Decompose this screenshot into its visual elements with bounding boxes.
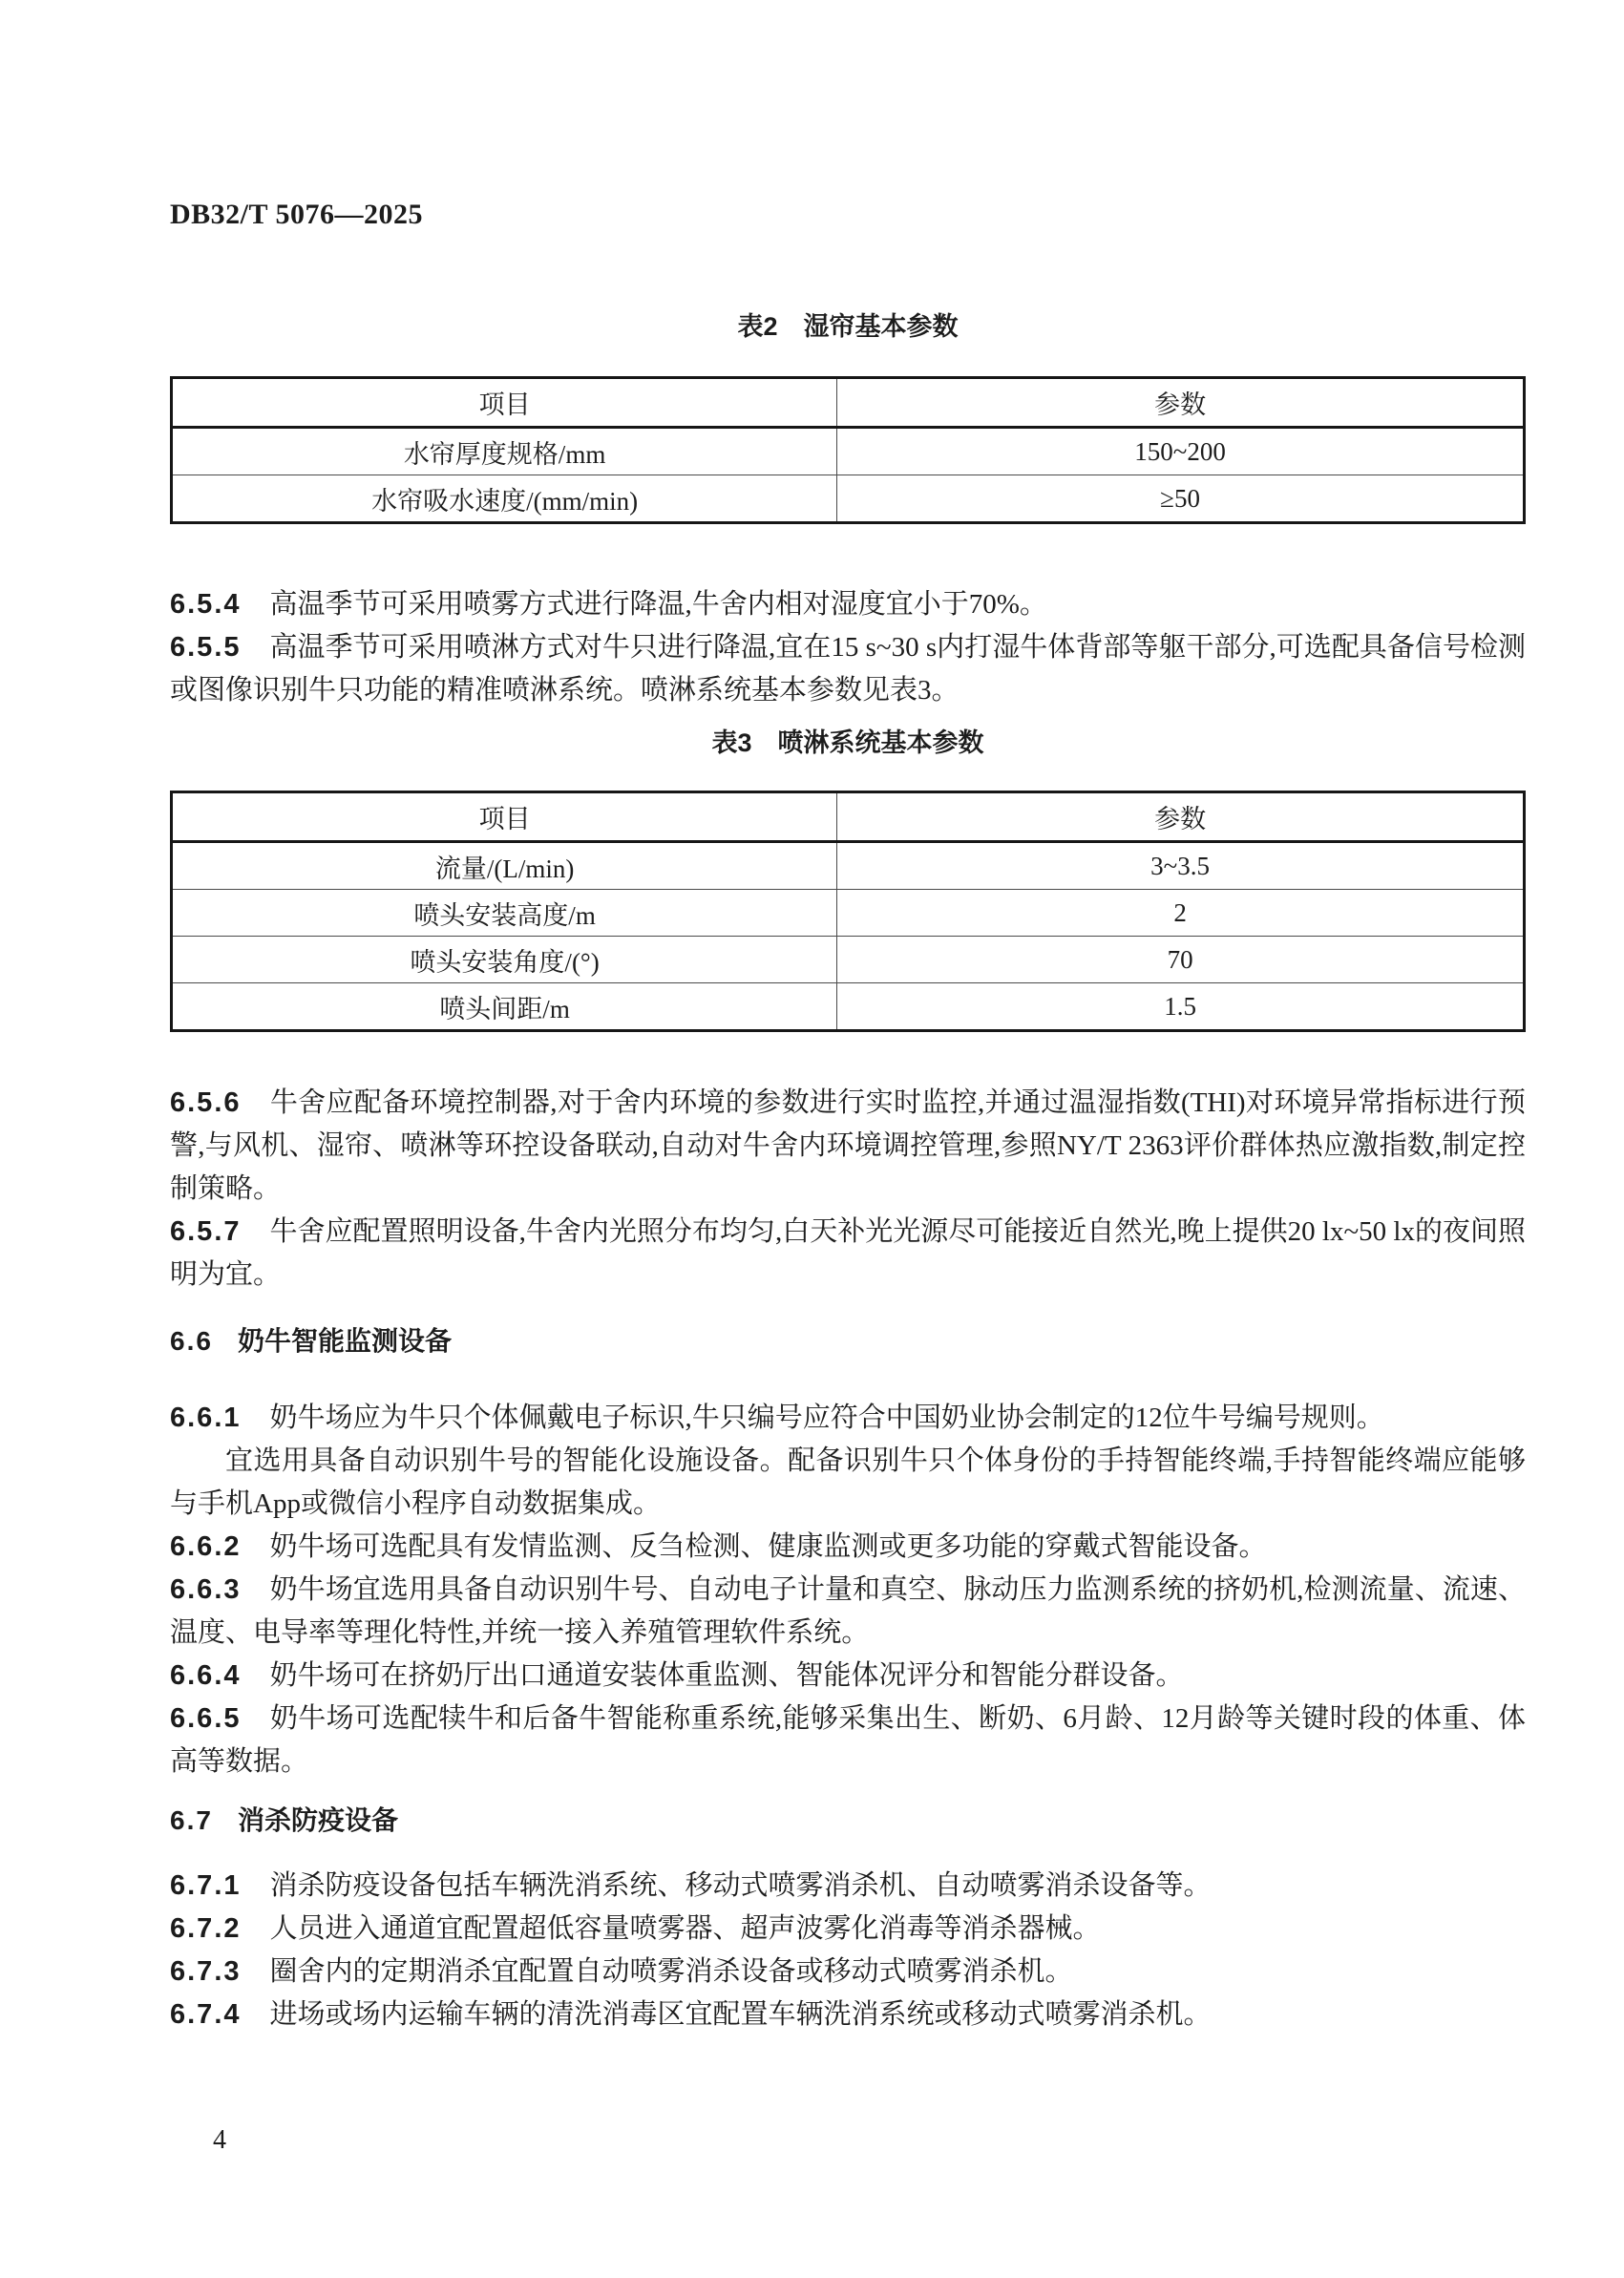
section-heading-6-6: [170, 1319, 1526, 1362]
clause-text: 高温季节可采用喷雾方式进行降温,牛舍内相对湿度宜小于70%。: [269, 589, 1047, 620]
clause-text: 人员进入通道宜配置超低容量喷雾器、超声波雾化消毒等消杀器械。: [269, 1913, 1101, 1944]
table2-caption: 表2 湿帘基本参数: [737, 312, 959, 341]
clause-number: 6.7.1: [170, 1870, 242, 1901]
table-header-cell: 参数: [837, 378, 1525, 428]
table-cell: 喷头间距/m: [172, 983, 837, 1031]
table3-caption: 表3 喷淋系统基本参数: [711, 728, 984, 757]
clause-6-7-4: [170, 1993, 1526, 2036]
clause-number: 6.6.3: [170, 1574, 242, 1605]
doc-number: DB32/T 5076—2025: [170, 199, 423, 230]
table-cell: 喷头安装高度/m: [172, 890, 837, 937]
table-header-cell: 项目: [172, 792, 837, 842]
table-header-row: [172, 378, 1525, 428]
clause-6-6-1: [170, 1397, 1526, 1440]
table-row: [172, 890, 1525, 937]
clause-6-5-4: [170, 583, 1526, 626]
clause-number: 6.6.4: [170, 1660, 242, 1691]
section-title: 奶牛智能监测设备: [237, 1326, 452, 1356]
clause-6-7-2: [170, 1908, 1526, 1951]
section-number: 6.6: [170, 1326, 213, 1356]
page-content: [170, 0, 1526, 2157]
clause-6-5-7: [170, 1211, 1526, 1297]
table-cell: ≥50: [837, 475, 1525, 523]
page-number: 4: [213, 2125, 226, 2155]
table-row: [172, 475, 1525, 523]
table-cell: 流量/(L/min): [172, 842, 837, 890]
table-cell: 喷头安装角度/(°): [172, 937, 837, 983]
clause-text: 奶牛场应为牛只个体佩戴电子标识,牛只编号应符合中国奶业协会制定的12位牛号编号规则。: [269, 1403, 1384, 1433]
clause-text: 圈舍内的定期消杀宜配置自动喷雾消杀设备或移动式喷雾消杀机。: [269, 1956, 1073, 1987]
table-cell: 3~3.5: [837, 842, 1525, 890]
table-cell: 150~200: [837, 428, 1525, 475]
clause-6-7-1: [170, 1865, 1526, 1908]
clause-number: 6.5.6: [170, 1087, 242, 1118]
clause-number: 6.5.5: [170, 632, 242, 663]
table-cell: 水帘吸水速度/(mm/min): [172, 475, 837, 523]
section-title: 消杀防疫设备: [237, 1805, 398, 1835]
table-header-row: [172, 792, 1525, 842]
clause-number: 6.7.2: [170, 1913, 242, 1944]
clause-6-6-3: [170, 1569, 1526, 1655]
table-row: [172, 937, 1525, 983]
clause-text: 牛舍应配置照明设备,牛舍内光照分布均匀,白天补光光源尽可能接近自然光,晚上提供20 lx~50 lx的夜间照明为宜。: [170, 1216, 1526, 1290]
table-spray-system-params: [170, 791, 1526, 1032]
section-heading-6-7: [170, 1799, 1526, 1842]
table-row: [172, 428, 1525, 475]
clause-6-5-6: [170, 1082, 1526, 1211]
table-header-cell: 项目: [172, 378, 837, 428]
table-header-cell: 参数: [837, 792, 1525, 842]
clause-number: 6.5.7: [170, 1216, 242, 1247]
table-cell: 2: [837, 890, 1525, 937]
table-row: [172, 842, 1525, 890]
clause-6-6-5: [170, 1698, 1526, 1783]
table-row: [172, 983, 1525, 1031]
section-number: 6.7: [170, 1805, 213, 1835]
clause-text: 牛舍应配备环境控制器,对于舍内环境的参数进行实时监控,并通过温湿指数(THI)对环境异常指标进行预警,与风机、湿帘、喷淋等环控设备联动,自动对牛舍内环境调控管理,参照NY/T 2363评价群体热应激指数,制定控制策略。: [170, 1087, 1526, 1204]
clause-number: 6.7.3: [170, 1956, 242, 1987]
table-cell: 水帘厚度规格/mm: [172, 428, 837, 475]
table-cell: 70: [837, 937, 1525, 983]
clause-text: 高温季节可采用喷淋方式对牛只进行降温,宜在15 s~30 s内打湿牛体背部等躯干部分,可选配具备信号检测或图像识别牛只功能的精准喷淋系统。喷淋系统基本参数见表3。: [170, 632, 1526, 706]
clause-text: 奶牛场可选配犊牛和后备牛智能称重系统,能够采集出生、断奶、6月龄、12月龄等关键时段的体重、体高等数据。: [170, 1703, 1526, 1777]
clause-text: 消杀防疫设备包括车辆洗消系统、移动式喷雾消杀机、自动喷雾消杀设备等。: [269, 1870, 1212, 1901]
clause-text: 奶牛场宜选用具备自动识别牛号、自动电子计量和真空、脉动压力监测系统的挤奶机,检测流量、流速、温度、电导率等理化特性,并统一接入养殖管理软件系统。: [170, 1574, 1526, 1648]
clause-6-6-4: [170, 1655, 1526, 1698]
table-wet-curtain-params: [170, 376, 1526, 524]
clause-text: 奶牛场可选配具有发情监测、反刍检测、健康监测或更多功能的穿戴式智能设备。: [269, 1531, 1267, 1562]
clause-number: 6.7.4: [170, 1999, 242, 2030]
clause-6-5-5: [170, 626, 1526, 712]
clause-number: 6.5.4: [170, 589, 242, 620]
clause-text: 奶牛场可在挤奶厅出口通道安装体重监测、智能体况评分和智能分群设备。: [269, 1660, 1184, 1691]
clause-number: 6.6.5: [170, 1703, 242, 1734]
table-cell: 1.5: [837, 983, 1525, 1031]
clause-number: 6.6.2: [170, 1531, 242, 1562]
clause-6-7-3: [170, 1951, 1526, 1993]
clause-number: 6.6.1: [170, 1403, 242, 1433]
clause-text: 进场或场内运输车辆的清洗消毒区宜配置车辆洗消系统或移动式喷雾消杀机。: [269, 1999, 1212, 2030]
clause-6-6-2: [170, 1526, 1526, 1569]
clause-6-6-1-continued: 宜选用具备自动识别牛号的智能化设施设备。配备识别牛只个体身份的手持智能终端,手持智能终端应能够与手机App或微信小程序自动数据集成。: [170, 1445, 1526, 1519]
